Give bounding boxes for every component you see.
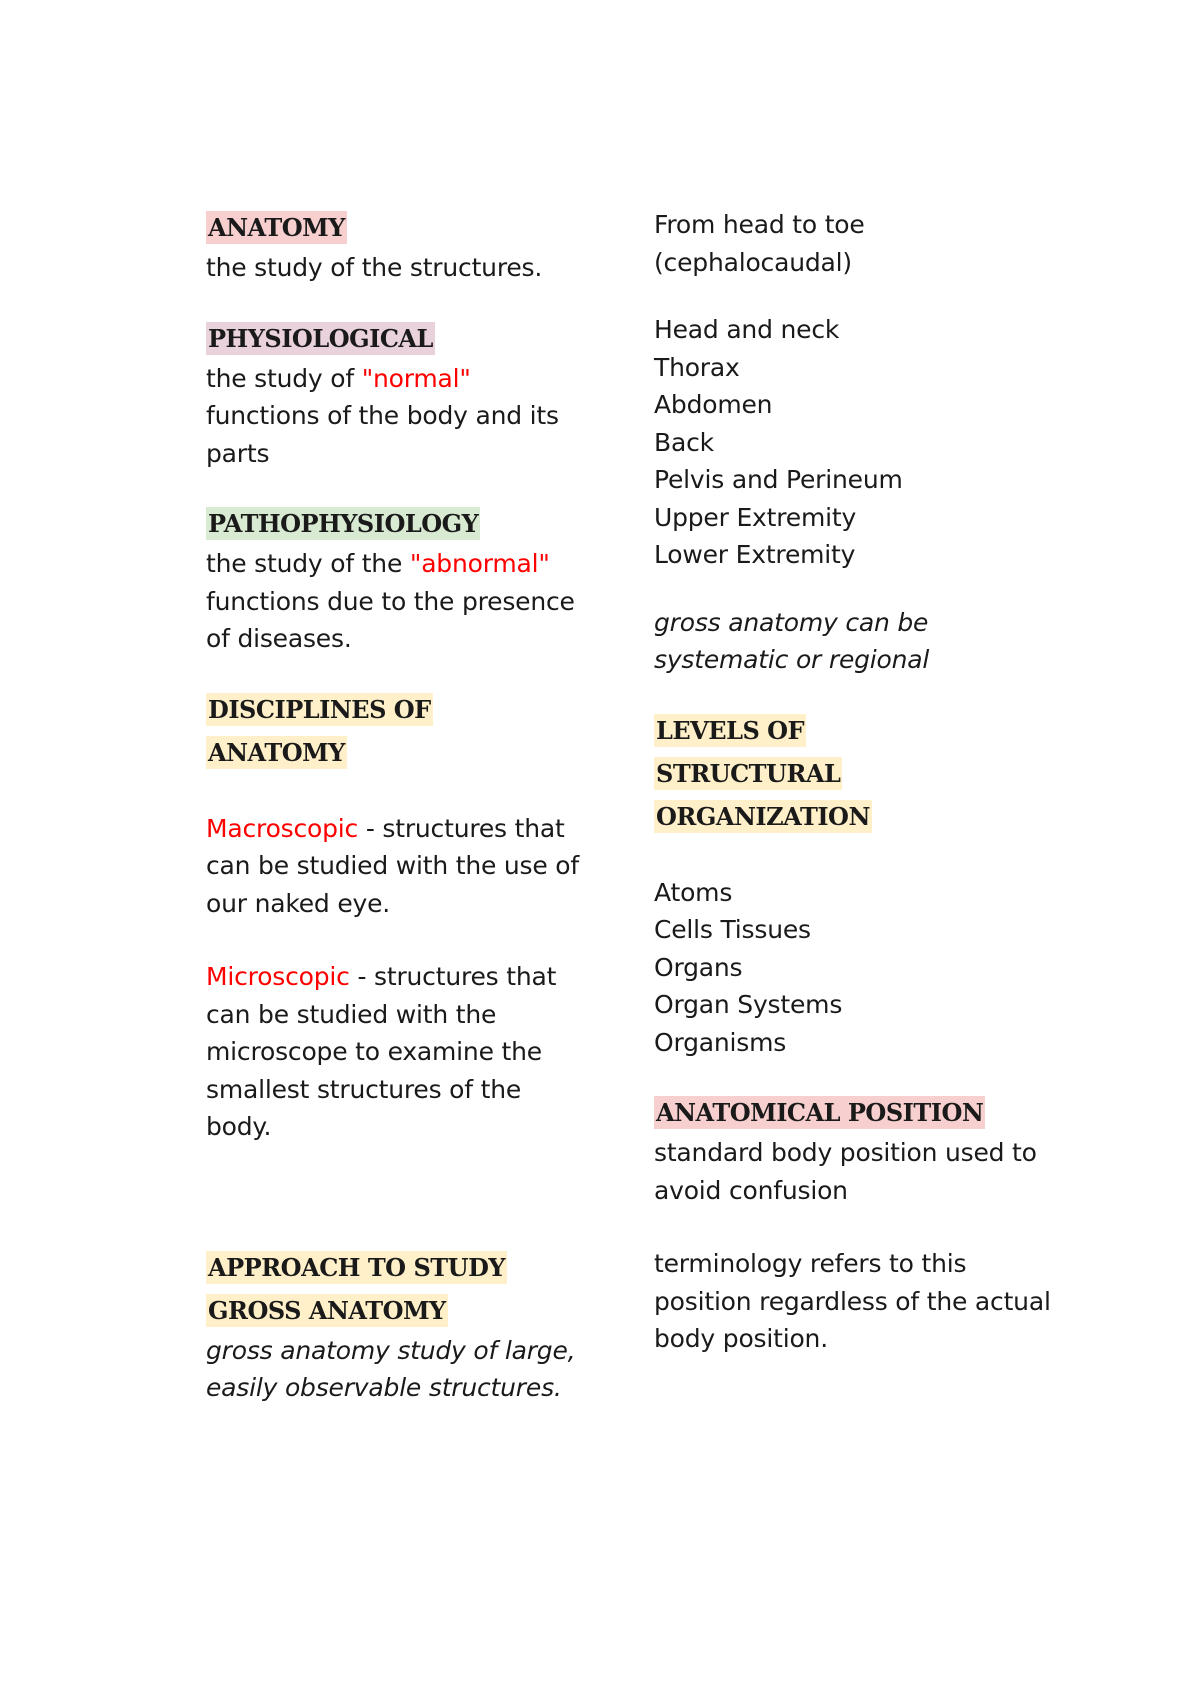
disciplines-heading: DISCIPLINES OF ANATOMY (208, 694, 431, 767)
anatomical-position-heading: ANATOMICAL POSITION (656, 1098, 984, 1127)
physiological-heading: PHYSIOLOGICAL (208, 323, 433, 353)
region-item: Head and neck (654, 315, 840, 344)
level-item: Organs (654, 952, 743, 982)
region-item: Back (654, 427, 714, 457)
anatomy-heading: ANATOMY (208, 213, 345, 242)
head-to-toe-line2: (cephalocaudal) (654, 247, 852, 277)
level-item: Organ Systems (654, 990, 843, 1019)
macroscopic-term: Macroscopic (206, 813, 359, 843)
pathophysiology-definition: the study of the "abnormal" functions due to the presence of diseases. (206, 549, 575, 653)
approach-definition: gross anatomy study of large, easily observable structures. (206, 1335, 576, 1402)
levels-heading: LEVELS OF STRUCTURAL ORGANIZATION (656, 715, 870, 831)
anatomy-definition: the study of the structures. (206, 253, 543, 282)
gross-anatomy-note: gross anatomy can be systematic or regional (654, 607, 930, 674)
approach-heading: APPROACH TO STUDY GROSS ANATOMY (208, 1252, 506, 1325)
normal-term: "normal" (361, 363, 471, 393)
region-item: Pelvis and Perineum (654, 465, 903, 494)
microscopic-term: Microscopic (206, 962, 350, 991)
physiological-definition: the study of "normal" functions of the body and its parts (206, 363, 559, 468)
region-item: Abdomen (654, 390, 773, 419)
region-item: Lower Extremity (654, 540, 856, 569)
microscopic-definition: Microscopic - structures that can be studied with the microscope to examine the smallest structures of the body. (206, 962, 557, 1141)
level-item: Cells Tissues (654, 915, 811, 944)
regions-list (654, 311, 1054, 574)
head-to-toe-line1: From head to toe (654, 210, 865, 239)
macroscopic-definition: Macroscopic - structures that can be studied with the use of our naked eye. (206, 813, 579, 918)
level-item: Atoms (654, 877, 733, 907)
abnormal-term: "abnormal" (409, 549, 550, 578)
anatomical-position-terminology: terminology refers to this position regardless of the actual body position. (654, 1249, 1051, 1353)
left-column (206, 206, 586, 1407)
right-column (654, 206, 1054, 1358)
pathophysiology-heading: PATHOPHYSIOLOGY (208, 509, 479, 538)
levels-list (654, 874, 1054, 1062)
region-item: Thorax (654, 352, 740, 382)
level-item: Organisms (654, 1027, 787, 1057)
region-item: Upper Extremity (654, 502, 857, 532)
anatomical-position-definition: standard body position used to avoid confusion (654, 1138, 1037, 1205)
